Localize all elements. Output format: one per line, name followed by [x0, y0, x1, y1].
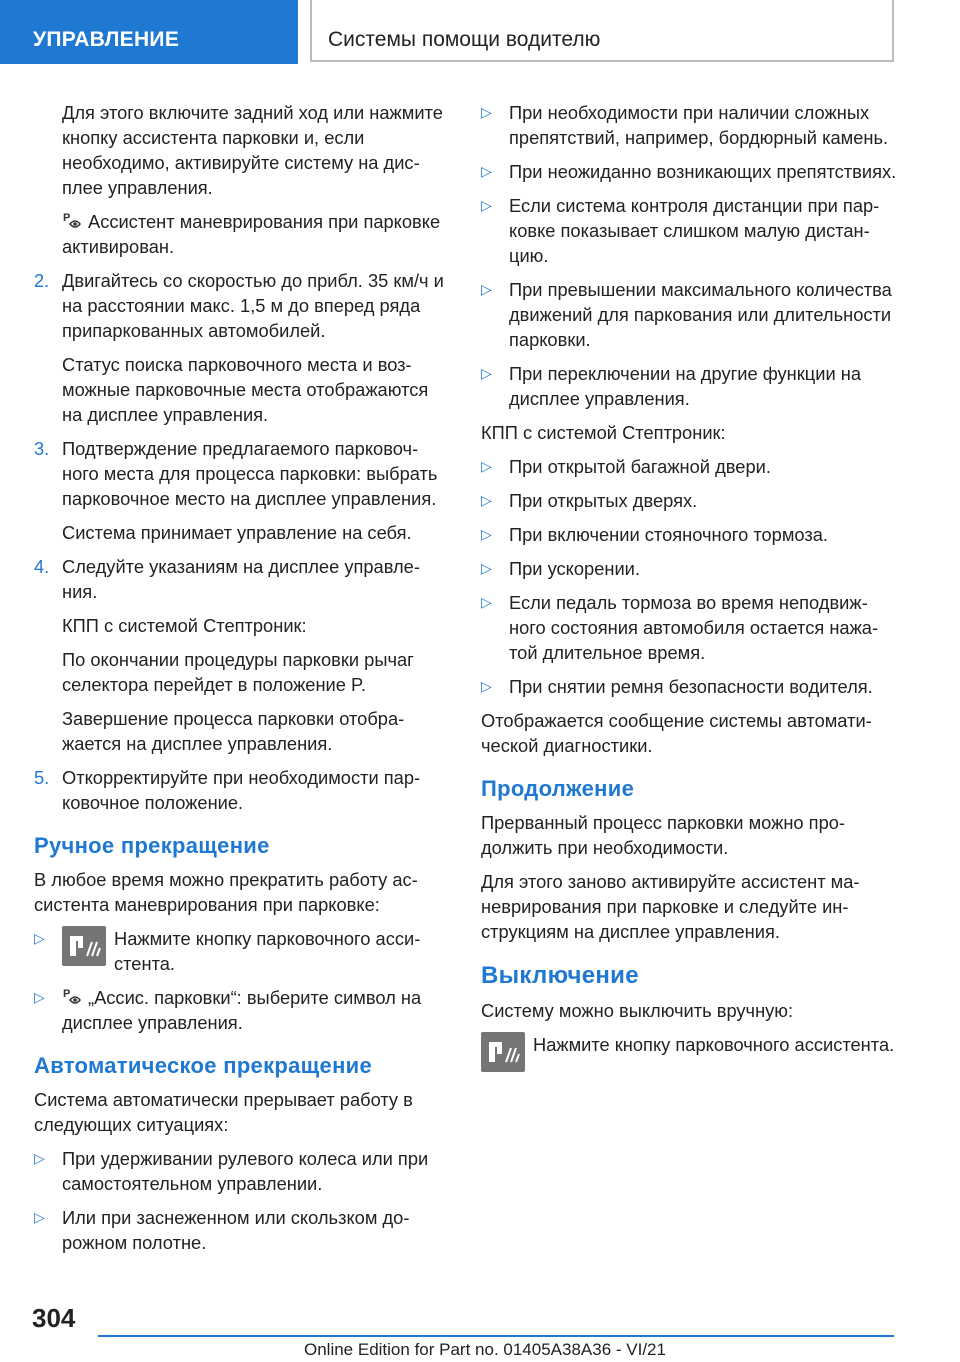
paragraph: КПП с системой Стептроник: [62, 615, 307, 636]
svg-text:P: P [63, 988, 71, 1000]
chapter-title: Системы помощи водителю [328, 28, 601, 51]
bullet-item: ▷ При превышении максимального количества движений для паркования или длительности парковки. [481, 279, 892, 350]
heading-manual-stop: Ручное прекращение [34, 833, 270, 858]
paragraph: Систему можно выключить вручную: [481, 1000, 794, 1021]
section-title: УПРАВЛЕНИЕ [33, 28, 180, 51]
bullet-item: ▷ P „Ассис. парковки“: выберите символ на дисплее управления. [34, 987, 422, 1033]
park-button-icon [481, 1032, 525, 1072]
bullet-item: ▷ Нажмите кнопку парковочного ассистента. [34, 928, 421, 974]
paragraph: Для этого заново активируйте ассистент маневрирования при парковке и следуйте инструкциям на дисплее управления. [481, 871, 860, 942]
bullet-item: ▷ Если система контроля дистанции при парковке показывает слишком малую дистанцию. [481, 195, 880, 266]
step-item: 2. Двигайтесь со скоростью до прибл. 35 км/ч и на расстоянии макс. 1,5 м до вперед ряда припаркованных автомобилей. [34, 270, 444, 341]
step-item: 3. Подтверждение предлагаемого парковочного места для процесса парковки: выбрать парковочное место на дисплее управления. [34, 438, 438, 509]
chapter-box [310, 0, 894, 62]
paragraph: КПП с системой Стептроник: [481, 422, 726, 443]
left-column [34, 100, 448, 1264]
heading-auto-stop: Автоматическое прекращение [34, 1053, 373, 1078]
paragraph: Статус поиска парковочного места и возможные парковочные места отображаются на дисплее управления. [62, 354, 429, 425]
heading-continue: Продолжение [481, 776, 635, 801]
bullet-item: ▷ Или при заснеженном или скользком дорожном полотне. [34, 1207, 410, 1253]
bullet-item: ▷ При ускорении. [481, 558, 640, 579]
heading-off: Выключение [481, 962, 639, 989]
paragraph: Система автоматически прерывает работу в следующих ситуациях: [34, 1089, 413, 1135]
park-button-icon [62, 926, 106, 966]
bullet-item: ▷ При необходимости при наличии сложных препятствий, например, бордюрный камень. [481, 102, 889, 148]
paragraph-with-icon: P Ассистент маневрирования при парковке активирован. [62, 211, 441, 257]
paragraph: В любое время можно прекратить работу ассистента маневрирования при парковке: [34, 869, 418, 915]
paragraph: Система принимает управление на себя. [62, 522, 412, 543]
bullet-item: ▷ При открытых дверях. [481, 490, 698, 511]
bullet-item: ▷ При включении стояночного тормоза. [481, 524, 828, 545]
edition-text: Online Edition for Part no. 01405A38A36 - VI/21 [304, 1340, 666, 1359]
paragraph: Отображается сообщение системы автоматической диагностики. [481, 710, 872, 756]
icon-instruction: Нажмите кнопку парковочного ассистента. [481, 1032, 897, 1078]
bullet-item: ▷ При снятии ремня безопасности водителя. [481, 676, 873, 697]
section-tab [0, 0, 298, 64]
footer-divider [98, 1335, 894, 1337]
park-assist-icon [62, 210, 84, 232]
step-item: 4. Следуйте указаниям на дисплее управления. [34, 556, 420, 602]
bullet-item: ▷ При удерживании рулевого колеса или при самостоятельном управлении. [34, 1148, 429, 1194]
paragraph: По окончании процедуры парковки рычаг селектора перейдет в положение P. [62, 649, 414, 695]
paragraph: Завершение процесса парковки отображается на дисплее управления. [62, 708, 405, 754]
bullet-item: ▷ Если педаль тормоза во время неподвижного состояния автомобиля остается нажатой длительное время. [481, 592, 879, 663]
paragraph: Для этого включите задний ход или нажмите кнопку ассистента парковки и, если необходимо, активируйте систему на дисплее управления. [62, 102, 443, 198]
step-item: 5. Откорректируйте при необходимости парковочное положение. [34, 767, 421, 813]
svg-text:P: P [63, 212, 71, 224]
bullet-item: ▷ При переключении на другие функции на дисплее управления. [481, 363, 862, 409]
bullet-item: ▷ При неожиданно возникающих препятствиях. [481, 161, 897, 182]
right-column [481, 100, 897, 1087]
paragraph: Прерванный процесс парковки можно продолжить при необходимости. [481, 812, 845, 858]
page-number: 304 [32, 1303, 76, 1333]
bullet-item: ▷ При открытой багажной двери. [481, 456, 771, 477]
park-assist-icon [62, 986, 84, 1008]
